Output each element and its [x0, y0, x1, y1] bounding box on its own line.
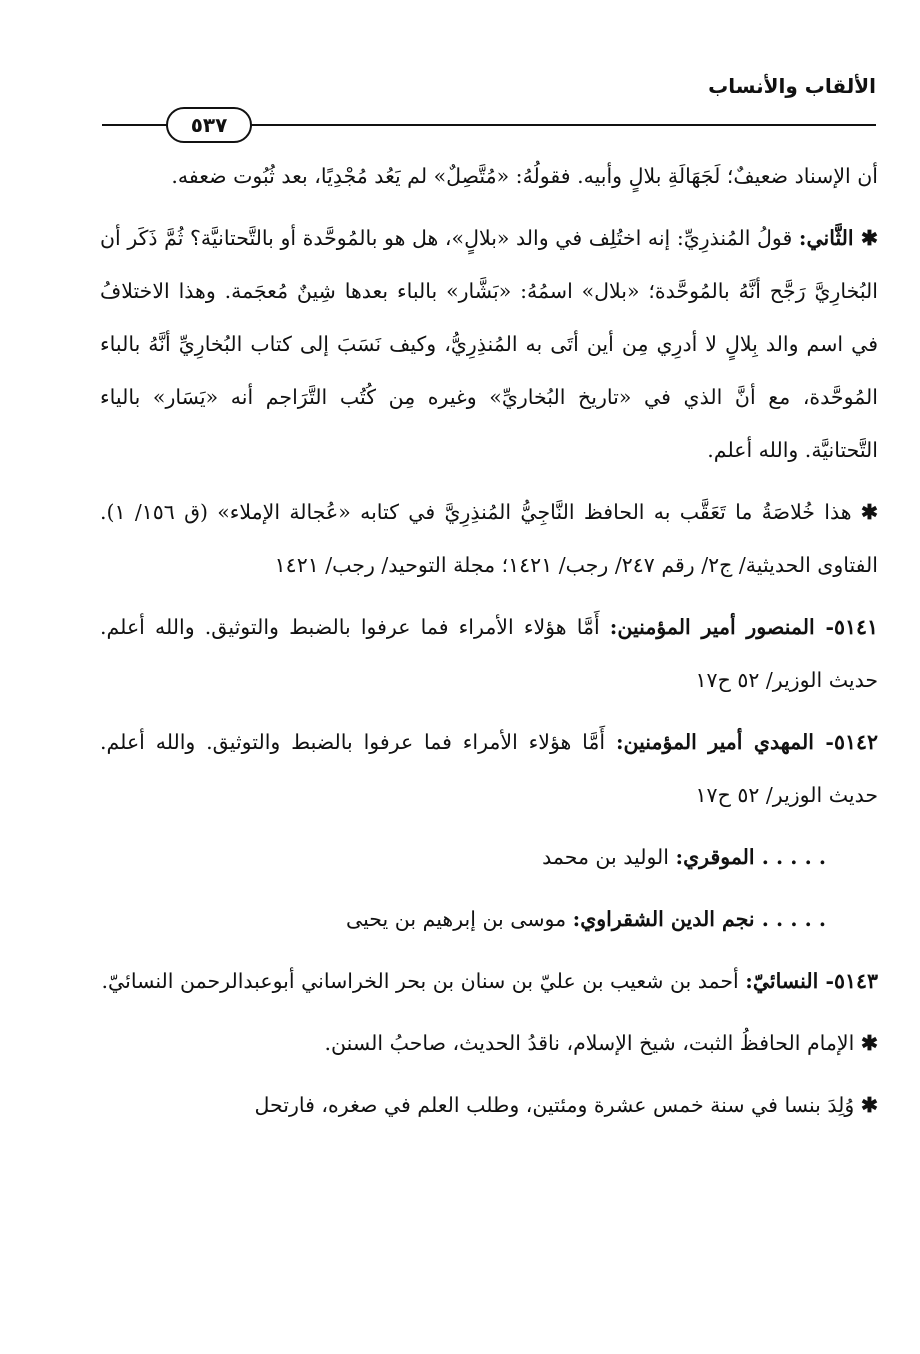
entry-heading: ٥١٤١- المنصور أمير المؤمنين:: [609, 615, 878, 639]
asterisk-icon: ✱: [860, 1031, 878, 1055]
entry-5142: [100, 716, 878, 822]
page-body: [100, 150, 878, 1132]
cross-reference-heading: . . . . . نجم الدين الشقراوي:: [572, 907, 826, 931]
paragraph: [100, 1079, 878, 1132]
paragraph: [100, 486, 878, 592]
cross-reference-text: موسى بن إبرهيم بن يحيى: [346, 907, 573, 931]
entry-text: أَمَّا هؤلاء الأمراء فما عرفوا بالضبط والتوثيق. والله أعلم. حديث الوزير/ ٥٢ ح١٧: [100, 615, 878, 692]
cross-reference-heading: . . . . . الموقري:: [675, 845, 826, 869]
entry-5141: [100, 601, 878, 707]
entry-text: أَمَّا هؤلاء الأمراء فما عرفوا بالضبط والتوثيق. والله أعلم. حديث الوزير/ ٥٢ ح١٧: [100, 730, 878, 807]
paragraph-text: أن الإسناد ضعيفٌ؛ لَجَهَالَةِ بلالٍ وأبيه. فقولُهُ: «مُتَّصِلٌ» لم يَعُد مُجْدِيًا، بعد ثُبُوت ضعفه.: [171, 164, 878, 188]
paragraph-lead: ✱ الثَّاني:: [798, 226, 878, 250]
entry-text: أحمد بن شعيب بن عليّ بن سنان بن بحر الخراساني أبوعبدالرحمن النسائيّ.: [101, 969, 746, 993]
paragraph-text: الإمام الحافظُ الثبت، شيخ الإسلام، ناقدُ الحديث، صاحبُ السنن.: [324, 1031, 861, 1055]
paragraph: [100, 212, 878, 477]
cross-reference: [100, 893, 878, 946]
running-header: الألقاب والأنساب: [708, 74, 876, 98]
paragraph: [100, 150, 878, 203]
entry-heading: ٥١٤٢- المهدي أمير المؤمنين:: [615, 730, 878, 754]
paragraph-text: قولُ المُنذرِيِّ: إنه اختُلِف في والد «بلالٍ»، هل هو بالمُوحَّدة أو بالتَّحتانيَّة؟ ثُمَّ ذَكَر أن البُخارِيَّ رَجَّح أنَّهُ بالمُوحَّدة؛ «بلال» اسمُهُ: «بَشَّار» بالباء بعدها شِينٌ مُعجَمة. وهذا الاختلافُ في اسم والد بِلالٍ لا أدرِي مِن أين أتَى به المُنذِرِيُّ، وكيف نَسَبَ إلى كتاب البُخارِيِّ أنَّهُ بالباء المُوحَّدة، مع أنَّ الذي في «تاريخ البُخاريِّ» وغيره مِن كُتُب التَّرَاجم أنه «يَسَار» بالياء التَّحتانيَّة. والله أعلم.: [100, 226, 878, 462]
asterisk-icon: ✱: [860, 1093, 878, 1117]
entry-5143: [100, 955, 878, 1008]
cross-reference: [100, 831, 878, 884]
entry-heading: ٥١٤٣- النسائيّ:: [745, 969, 878, 993]
page-number: ٥٣٧: [166, 107, 252, 143]
paragraph-text: وُلِدَ بنسا في سنة خمس عشرة ومئتين، وطلب العلم في صغره، فارتحل: [254, 1093, 861, 1117]
paragraph-text: هذا خُلاصَةُ ما تَعَقَّب به الحافظ النَّاجِيُّ المُنذِرِيَّ في كتابه «عُجالة الإملاء» (ق ١٥٦/ ١). الفتاوى الحديثية/ ج٢/ رقم ٢٤٧/ رجب/ ١٤٢١؛ مجلة التوحيد/ رجب/ ١٤٢١: [100, 500, 878, 577]
asterisk-icon: ✱: [860, 500, 878, 524]
paragraph: [100, 1017, 878, 1070]
cross-reference-text: الوليد بن محمد: [542, 845, 676, 869]
